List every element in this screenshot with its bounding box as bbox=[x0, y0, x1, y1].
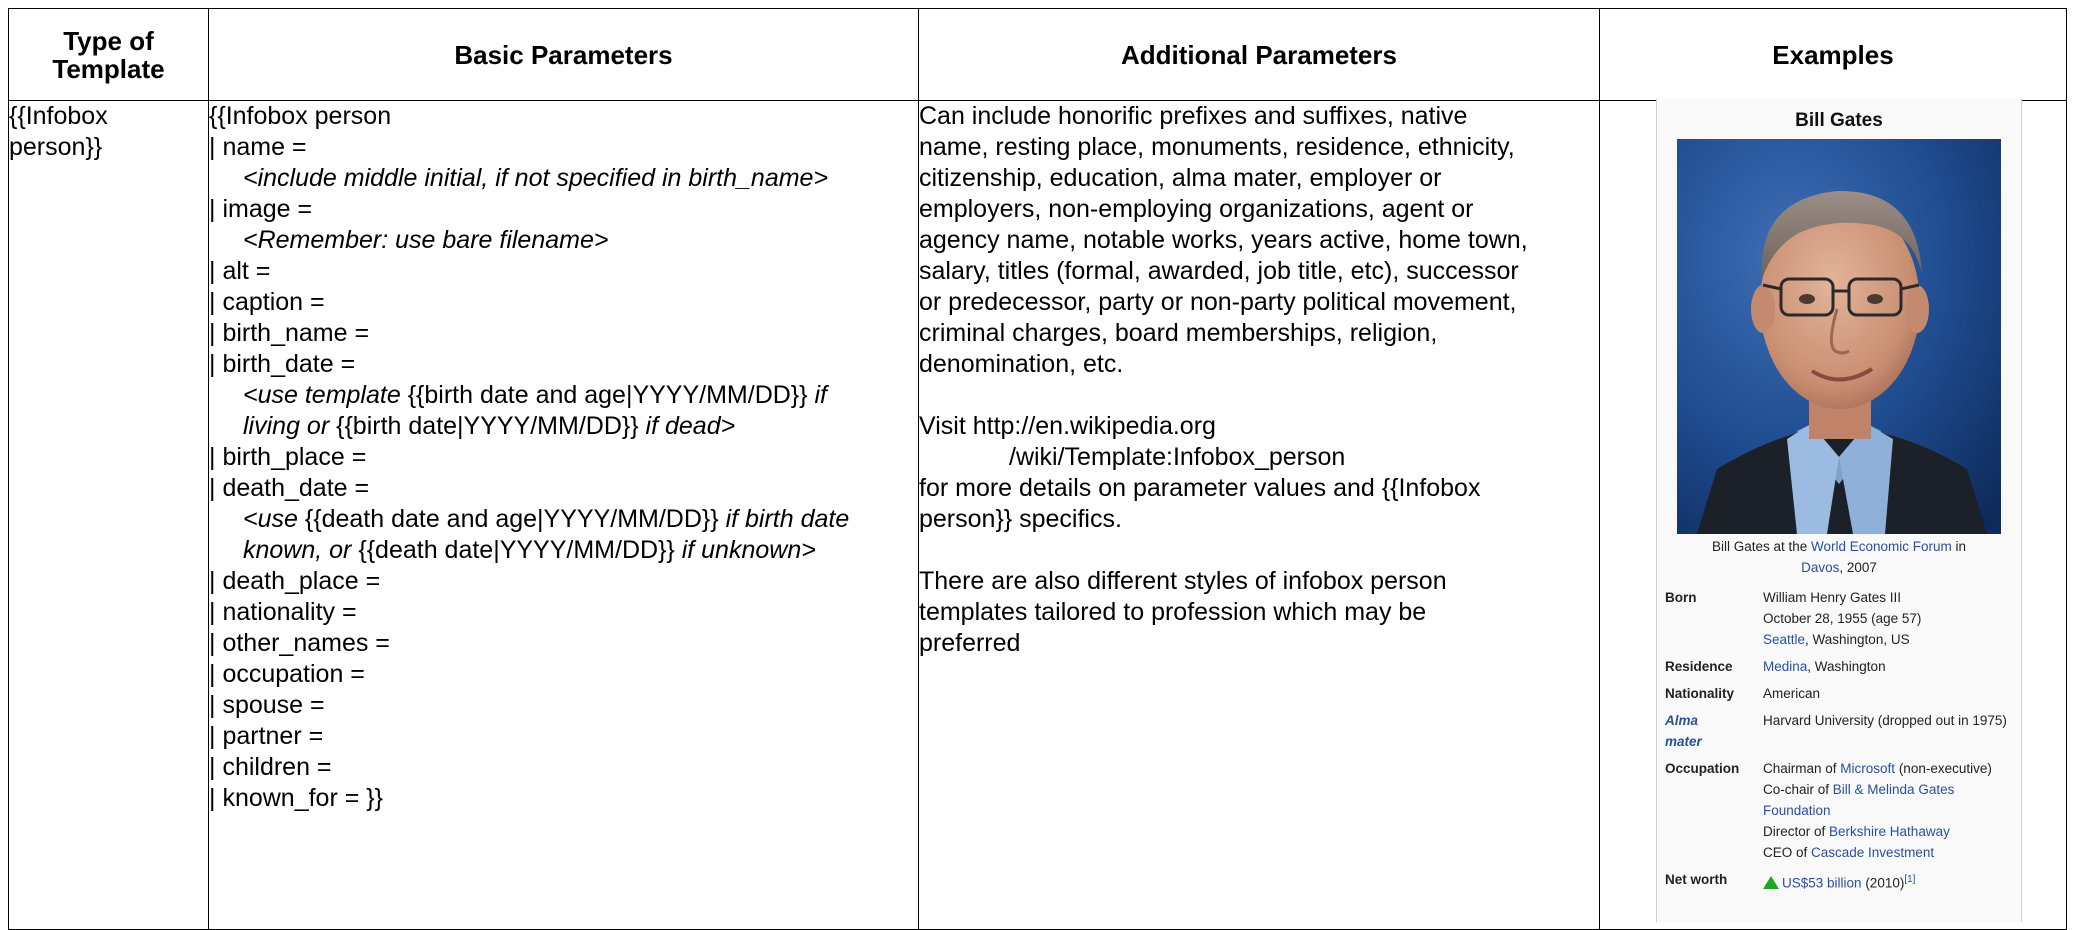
value-text: CEO of bbox=[1763, 845, 1812, 860]
infobox-value: Harvard University (dropped out in 1975) bbox=[1763, 713, 2007, 728]
value-text: October 28, 1955 (age 57) bbox=[1763, 611, 1922, 626]
param-hint bbox=[209, 411, 918, 442]
value-text: (2010) bbox=[1861, 875, 1905, 891]
caption-text: , 2007 bbox=[1839, 560, 1877, 575]
infobox-rows bbox=[1665, 587, 2017, 900]
text-line: name, resting place, monuments, residence, ethnicity, bbox=[919, 133, 1515, 161]
infobox-row-alma-mater bbox=[1665, 710, 2017, 752]
param-hint bbox=[209, 225, 918, 256]
infobox-label: Residence bbox=[1665, 659, 1733, 674]
text-line: denomination, etc. bbox=[919, 350, 1124, 378]
additional-paragraph-3 bbox=[919, 566, 1599, 659]
param-hint bbox=[209, 163, 918, 194]
infobox-row-born bbox=[1665, 587, 2017, 650]
text-line: citizenship, education, alma mater, employer or bbox=[919, 164, 1442, 192]
template-name-cell bbox=[9, 101, 209, 930]
caption-link-world-economic-forum[interactable]: World Economic Forum bbox=[1811, 539, 1952, 554]
param-hint-text: living or bbox=[243, 412, 330, 440]
param-line: | birth_name = bbox=[209, 319, 370, 347]
link-berkshire-hathaway[interactable]: Berkshire Hathaway bbox=[1829, 824, 1950, 839]
infobox-row-net-worth bbox=[1665, 869, 2017, 894]
param-hint-text: if birth date bbox=[725, 505, 850, 533]
text-line: preferred bbox=[919, 629, 1021, 657]
infobox-row-residence bbox=[1665, 656, 2017, 677]
text-line: person}} specifics. bbox=[919, 505, 1122, 533]
infobox-value bbox=[1763, 656, 2017, 677]
link-gates-foundation[interactable]: Bill & Melinda Gates Foundation bbox=[1763, 782, 1955, 818]
infobox-label: Nationality bbox=[1665, 686, 1735, 701]
text-line: criminal charges, board memberships, religion, bbox=[919, 319, 1438, 347]
param-hint-text: <use template bbox=[243, 381, 401, 409]
basic-parameters-cell bbox=[209, 101, 919, 930]
text-line: employers, non-employing organizations, agent or bbox=[919, 195, 1474, 223]
text-line: There are also different styles of infobox person bbox=[919, 567, 1447, 595]
infobox-label: Born bbox=[1665, 590, 1697, 605]
param-hint-text: <Remember: use bare filename> bbox=[243, 226, 609, 254]
value-text: Director of bbox=[1763, 824, 1830, 839]
portrait-photo bbox=[1677, 139, 2001, 534]
param-hint-text: known, or bbox=[243, 536, 352, 564]
param-hint-text: if bbox=[814, 381, 827, 409]
label-text: Alma bbox=[1665, 713, 1699, 728]
additional-parameters-cell bbox=[919, 101, 1600, 930]
infobox-title: Bill Gates bbox=[1795, 110, 1883, 131]
visit-url-line: Visit http://en.wikipedia.org bbox=[919, 412, 1216, 440]
link-net-worth[interactable]: US$53 billion bbox=[1782, 875, 1862, 891]
infobox-row-occupation bbox=[1665, 758, 2017, 863]
param-hint-text: if unknown> bbox=[681, 536, 816, 564]
param-line: | nationality = bbox=[209, 598, 357, 626]
infobox-value bbox=[1763, 869, 2017, 894]
param-line: | death_date = bbox=[209, 474, 370, 502]
value-text: Co-chair of bbox=[1763, 782, 1833, 797]
param-hint bbox=[209, 535, 918, 566]
header-row bbox=[9, 9, 2067, 101]
param-line: | spouse = bbox=[209, 691, 325, 719]
param-template-text: {{death date and age|YYYY/MM/DD}} bbox=[304, 505, 719, 533]
template-name-line: person}} bbox=[9, 133, 103, 161]
infobox-label: Net worth bbox=[1665, 872, 1728, 887]
link-microsoft[interactable]: Microsoft bbox=[1840, 761, 1896, 776]
infobox-caption bbox=[1671, 536, 2007, 578]
param-line: | occupation = bbox=[209, 660, 365, 688]
reference-link[interactable]: [1] bbox=[1904, 874, 1916, 885]
label-text: mater bbox=[1665, 734, 1702, 749]
link-medina[interactable]: Medina bbox=[1763, 659, 1808, 674]
caption-link-davos[interactable]: Davos bbox=[1801, 560, 1840, 575]
param-line: | alt = bbox=[209, 257, 271, 285]
link-cascade-investment[interactable]: Cascade Investment bbox=[1811, 845, 1935, 860]
value-text: Chairman of bbox=[1763, 761, 1841, 776]
param-line: | death_place = bbox=[209, 567, 381, 595]
param-line: | image = bbox=[209, 195, 313, 223]
param-line: | name = bbox=[209, 133, 307, 161]
header-basic-parameters: Basic Parameters bbox=[209, 9, 919, 101]
param-line: | children = bbox=[209, 753, 332, 781]
visit-url-path: /wiki/Template:Infobox_person bbox=[1009, 443, 1346, 471]
param-line: | known_for = }} bbox=[209, 784, 383, 812]
text-line: for more details on parameter values and {{Infobox bbox=[919, 474, 1481, 502]
param-line: | birth_date = bbox=[209, 350, 356, 378]
param-template-text: {{birth date|YYYY/MM/DD}} bbox=[336, 412, 639, 440]
value-text: , Washington bbox=[1807, 659, 1886, 674]
caption-text: Bill Gates at the bbox=[1711, 539, 1811, 554]
header-additional-parameters: Additional Parameters bbox=[919, 9, 1600, 101]
up-triangle-icon bbox=[1763, 876, 1779, 889]
value-text: , Washington, US bbox=[1805, 632, 1910, 647]
param-line: | birth_place = bbox=[209, 443, 367, 471]
link-seattle[interactable]: Seattle bbox=[1763, 632, 1806, 647]
value-text: William Henry Gates III bbox=[1763, 590, 1902, 605]
text-line: salary, titles (formal, awarded, job title, etc), successor bbox=[919, 257, 1519, 285]
infobox-row-nationality bbox=[1665, 683, 2017, 704]
value-text: (non-executive) bbox=[1895, 761, 1992, 776]
param-hint-text: if dead> bbox=[645, 412, 736, 440]
param-line: {{Infobox person bbox=[209, 102, 392, 130]
example-infobox bbox=[1656, 99, 2022, 922]
infobox-label: Occupation bbox=[1665, 761, 1740, 776]
param-template-text: {{death date|YYYY/MM/DD}} bbox=[358, 536, 675, 564]
template-name-line: {{Infobox bbox=[9, 102, 108, 130]
infobox-value bbox=[1763, 758, 2017, 863]
header-examples: Examples bbox=[1600, 9, 2067, 101]
additional-paragraph-2 bbox=[919, 411, 1599, 535]
text-line: agency name, notable works, years active, home town, bbox=[919, 226, 1528, 254]
param-line: | other_names = bbox=[209, 629, 390, 657]
param-hint-text: <use bbox=[243, 505, 298, 533]
param-line: | caption = bbox=[209, 288, 325, 316]
text-line: or predecessor, party or non-party political movement, bbox=[919, 288, 1517, 316]
param-hint-text: <include middle initial, if not specified in birth_name> bbox=[243, 164, 829, 192]
param-line: | partner = bbox=[209, 722, 324, 750]
text-line: Can include honorific prefixes and suffixes, native bbox=[919, 102, 1468, 130]
infobox-label-link-alma-mater[interactable] bbox=[1665, 710, 1763, 752]
infobox-value: American bbox=[1763, 686, 1821, 701]
caption-text: in bbox=[1951, 539, 1967, 554]
header-type-of-template: Type of Template bbox=[9, 9, 209, 101]
param-hint bbox=[209, 504, 918, 535]
text-line: templates tailored to profession which may be bbox=[919, 598, 1427, 626]
param-template-text: {{birth date and age|YYYY/MM/DD}} bbox=[407, 381, 808, 409]
additional-paragraph-1 bbox=[919, 101, 1599, 380]
param-hint bbox=[209, 380, 918, 411]
infobox-value bbox=[1763, 587, 2017, 650]
